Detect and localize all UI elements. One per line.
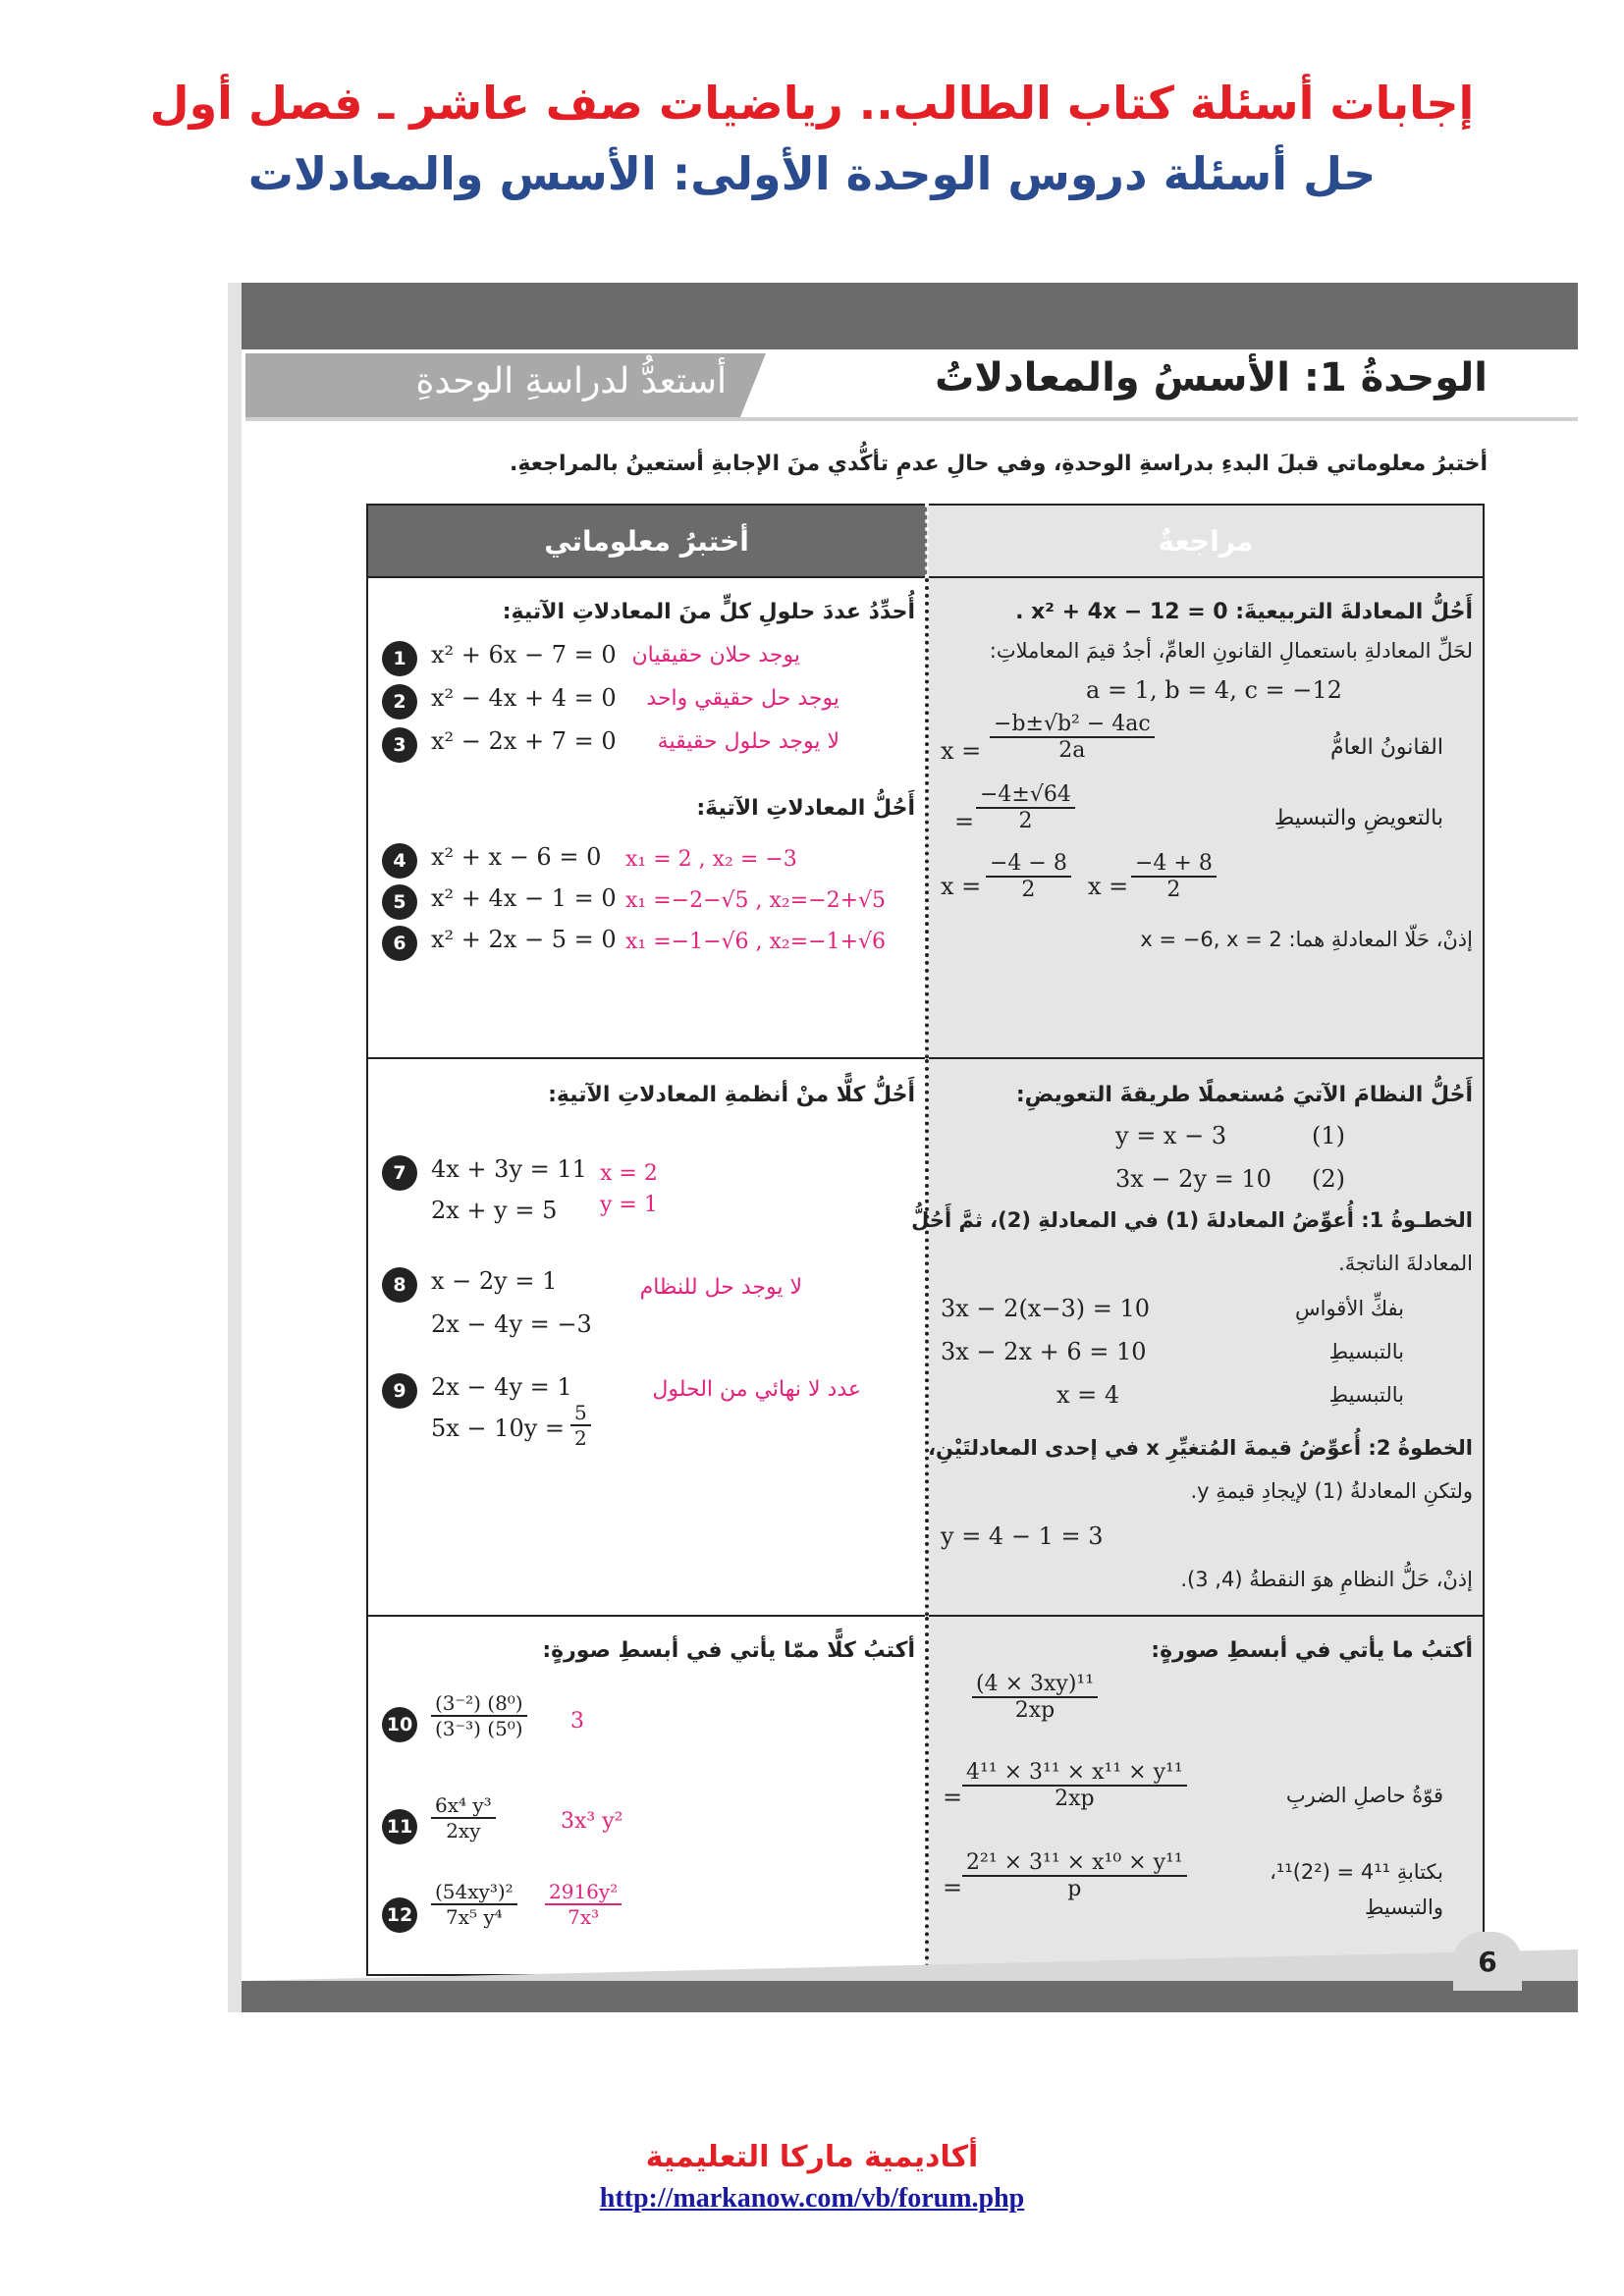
equation-number: (2) (1312, 1165, 1345, 1193)
answer: x₁ =−2−√5 , x₂=−2+√5 (625, 888, 887, 913)
fraction-numerator: −4 − 8 (986, 851, 1071, 878)
fraction-numerator: (54xy³)² (431, 1880, 517, 1905)
system-equation-2: 2x − 4y = −3 (431, 1310, 592, 1338)
equation: x² − 2x + 7 = 0 (431, 727, 617, 755)
question-number: 10 (382, 1707, 417, 1742)
substitution-label: بالتعويضِ والتبسيطِ (1273, 806, 1443, 830)
footer-academy: أكاديمية ماركا التعليمية (645, 2140, 979, 2174)
answer: لا يوجد حل للنظام (639, 1275, 802, 1300)
review-text: لحَلِّ المعادلةِ باستعمالِ القانونِ العامِّ، أجدُ قيمَ المعاملاتِ: (989, 639, 1473, 663)
question-number: 1 (382, 641, 417, 676)
step-equation: 3x − 2x + 6 = 10 (941, 1338, 1147, 1365)
answer: 3 (570, 1709, 584, 1734)
answer-fraction (545, 1880, 622, 1929)
expression (431, 1691, 527, 1740)
step-equation: y = 4 − 1 = 3 (941, 1522, 1104, 1550)
test-heading-2: أَحُلُّ المعادلاتِ الآتيةَ: (696, 796, 915, 821)
fraction-denominator: 2xp (1014, 1698, 1056, 1723)
question-number: 12 (382, 1897, 417, 1933)
fraction-numerator: (3⁻²) (8⁰) (431, 1691, 527, 1717)
page-edge (228, 283, 242, 2012)
answer: 3x³ y² (561, 1809, 623, 1834)
review-cell-simplify (927, 1616, 1484, 1975)
footer-link-wrap (0, 2183, 1624, 2215)
review-cell-systems (911, 1058, 1484, 1616)
step-equation: 3x − 2(x−3) = 10 (941, 1295, 1150, 1322)
quadratic-formula (990, 712, 1155, 763)
expression (962, 1760, 1187, 1811)
answer: x₁ = 2 , x₂ = −3 (625, 847, 797, 872)
equation: x² + 6x − 7 = 0 (431, 641, 617, 668)
fraction (570, 1401, 591, 1450)
expression (962, 1850, 1187, 1901)
system-equation-2: 5x − 10y = (431, 1415, 566, 1442)
fraction-denominator: 2 (1021, 878, 1036, 902)
question-number: 2 (382, 684, 417, 720)
fraction-denominator: (3⁻³) (5⁰) (435, 1717, 523, 1740)
system-equation-1: y = x − 3 (1115, 1122, 1227, 1149)
answer-y: y = 1 (600, 1193, 658, 1217)
test-heading-1: أُحدِّدُ عددَ حلولِ كلٍّ منَ المعادلاتِ الآتيةِ: (502, 600, 915, 624)
step-label: بفكِّ الأقواسِ (1294, 1297, 1404, 1320)
question-number: 11 (382, 1809, 417, 1844)
step-label: بالتبسيطِ (1328, 1340, 1404, 1363)
fraction-numerator: −4 + 8 (1131, 851, 1217, 878)
x-equals: x = (941, 737, 982, 765)
x-equals: x = (1088, 873, 1129, 900)
equation-number: (1) (1312, 1122, 1345, 1149)
system-equation-1: 2x − 4y = 1 (431, 1373, 572, 1401)
equation: x² + 2x − 5 = 0 (431, 926, 617, 953)
review-conclusion: إذنْ، حَلُّ النظامِ هوَ النقطةُ (4, 3). (1180, 1568, 1473, 1591)
fraction-numerator: 6x⁴ y³ (431, 1793, 496, 1819)
review-conclusion: إذنْ، حَلّا المعادلةِ هما: x = −6, x = 2 (1140, 928, 1473, 951)
document-subtitle: حل أسئلة دروس الوحدة الأولى: الأسس والمعادلات (247, 147, 1377, 200)
fraction-numerator: 2²¹ × 3¹¹ × x¹⁰ × y¹¹ (962, 1850, 1187, 1877)
answer: يوجد حل حقيقي واحد (646, 686, 839, 711)
fraction-denominator: 2 (574, 1426, 587, 1450)
answer: يوجد حلان حقيقيان (631, 643, 800, 667)
review-heading: أكتبُ ما يأتي في أبسطِ صورةٍ: (1151, 1638, 1473, 1663)
expression (431, 1880, 517, 1929)
fraction-denominator: 7x³ (568, 1905, 600, 1929)
test-cell-quadratic (367, 577, 927, 1058)
section-tag-label: أستعدُّ لدراسةِ الوحدةِ (415, 361, 727, 401)
system-equation-1: 4x + 3y = 11 (431, 1155, 587, 1183)
step-label: والتبسيطِ (1364, 1896, 1443, 1919)
test-cell-simplify (367, 1616, 927, 1975)
intro-text: أختبرُ معلوماتي قبلَ البدءِ بدراسةِ الوحدةِ، وفي حالِ عدمِ تأكُّدي منَ الإجابةِ أستعينُ بالمراجعةِ. (510, 452, 1488, 476)
system-equation-1: x − 2y = 1 (431, 1267, 558, 1295)
coefficients: a = 1, b = 4, c = −12 (1086, 676, 1342, 704)
fraction-denominator: 2xy (446, 1819, 481, 1842)
page-bottom-bar (242, 1981, 1578, 2012)
review-heading: أَحُلُّ المعادلةَ التربيعيةَ: x² + 4x − 12 = 0 . (1015, 600, 1473, 624)
question-number: 8 (382, 1267, 417, 1303)
expression (972, 1672, 1098, 1723)
footer-link[interactable]: http://markanow.com/vb/forum.php (599, 2183, 1025, 2214)
equation: x² + x − 6 = 0 (431, 843, 602, 871)
answer: لا يوجد حلول حقيقية (657, 729, 839, 754)
fraction-numerator: 5 (570, 1401, 591, 1426)
equation: x² − 4x + 4 = 0 (431, 684, 617, 712)
substituted-formula (976, 782, 1075, 833)
step-label: بالتبسيطِ (1328, 1383, 1404, 1407)
fraction-numerator: 4¹¹ × 3¹¹ × x¹¹ × y¹¹ (962, 1760, 1187, 1787)
fraction-numerator: −b±√b² − 4ac (990, 712, 1155, 738)
question-number: 7 (382, 1155, 417, 1191)
system-equation-2: 3x − 2y = 10 (1115, 1165, 1272, 1193)
review-cell-quadratic (927, 577, 1484, 1058)
step-label: قوّةُ حاصلِ الضربِ (1285, 1784, 1443, 1807)
question-number: 6 (382, 926, 417, 961)
fraction-numerator: (4 × 3xy)¹¹ (972, 1672, 1098, 1698)
equals-sign: = (954, 808, 975, 835)
step-equation: x = 4 (1056, 1381, 1120, 1409)
step-1: الخطـوةُ 1: أُعوِّضُ المعادلةَ (1) في المعادلةِ (2)، ثمَّ أَحُلُّ (911, 1208, 1473, 1232)
equals-sign: = (943, 1874, 963, 1901)
step-label: بكتابةِ 4¹¹ = (2²)¹¹، (1270, 1860, 1443, 1884)
question-number: 3 (382, 727, 417, 763)
fraction-denominator: 2 (1018, 809, 1033, 833)
answer-x: x = 2 (600, 1161, 658, 1186)
question-number: 4 (382, 843, 417, 879)
column-header-review: مراجعةٌ (927, 505, 1484, 577)
test-cell-systems (367, 1058, 927, 1616)
test-heading: أَحُلُّ كلًّا منْ أنظمةِ المعادلاتِ الآتيةِ: (548, 1083, 915, 1107)
step-2-cont: ولتكنِ المعادلةُ (1) لإيجادِ قيمةِ y. (1190, 1479, 1473, 1503)
step-1-cont: المعادلةَ الناتجةَ. (1338, 1252, 1473, 1275)
formula-label: القانونُ العامُّ (1329, 735, 1443, 760)
question-number: 5 (382, 884, 417, 920)
answer: x₁ =−1−√6 , x₂=−1+√6 (625, 930, 887, 954)
fraction-denominator: 2 (1166, 878, 1181, 902)
document-title: إجابات أسئلة كتاب الطالب.. رياضيات صف عاشر ـ فصل أول (149, 77, 1475, 130)
page-top-bar (242, 283, 1578, 349)
questions-table (366, 504, 1485, 1976)
equals-sign: = (943, 1784, 963, 1811)
unit-title: الوحدةُ 1: الأسسُ والمعادلاتُ (935, 355, 1488, 400)
fraction-denominator: 2xp (1055, 1787, 1095, 1811)
fraction-denominator: p (1067, 1877, 1082, 1901)
solution-fraction-2 (1131, 851, 1217, 902)
solution-fraction-1 (986, 851, 1071, 902)
expression (431, 1793, 496, 1842)
page-number: 6 (1453, 1932, 1522, 1991)
fraction-denominator: 2a (1058, 738, 1086, 763)
test-heading: أكتبُ كلًّا ممّا يأتي في أبسطِ صورةٍ: (542, 1638, 915, 1663)
fraction-numerator: −4±√64 (976, 782, 1075, 809)
question-number: 9 (382, 1373, 417, 1409)
fraction-denominator: 7x⁵ y⁴ (445, 1905, 503, 1929)
step-2: الخطوةُ 2: أُعوِّضُ قيمةَ المُتغيِّرِ x في إحدى المعادلتَيْنِ، (928, 1436, 1473, 1460)
system-equation-2: 2x + y = 5 (431, 1197, 558, 1224)
section-divider (245, 417, 1578, 421)
review-heading: أَحُلُّ النظامَ الآتيَ مُستعملًا طريقةَ التعويضِ: (1015, 1083, 1473, 1107)
fraction-numerator: 2916y² (545, 1880, 622, 1905)
x-equals: x = (941, 873, 982, 900)
equation: x² + 4x − 1 = 0 (431, 884, 617, 912)
column-header-test: أختبرُ معلوماتي (367, 505, 927, 577)
answer: عدد لا نهائي من الحلول (652, 1377, 861, 1402)
